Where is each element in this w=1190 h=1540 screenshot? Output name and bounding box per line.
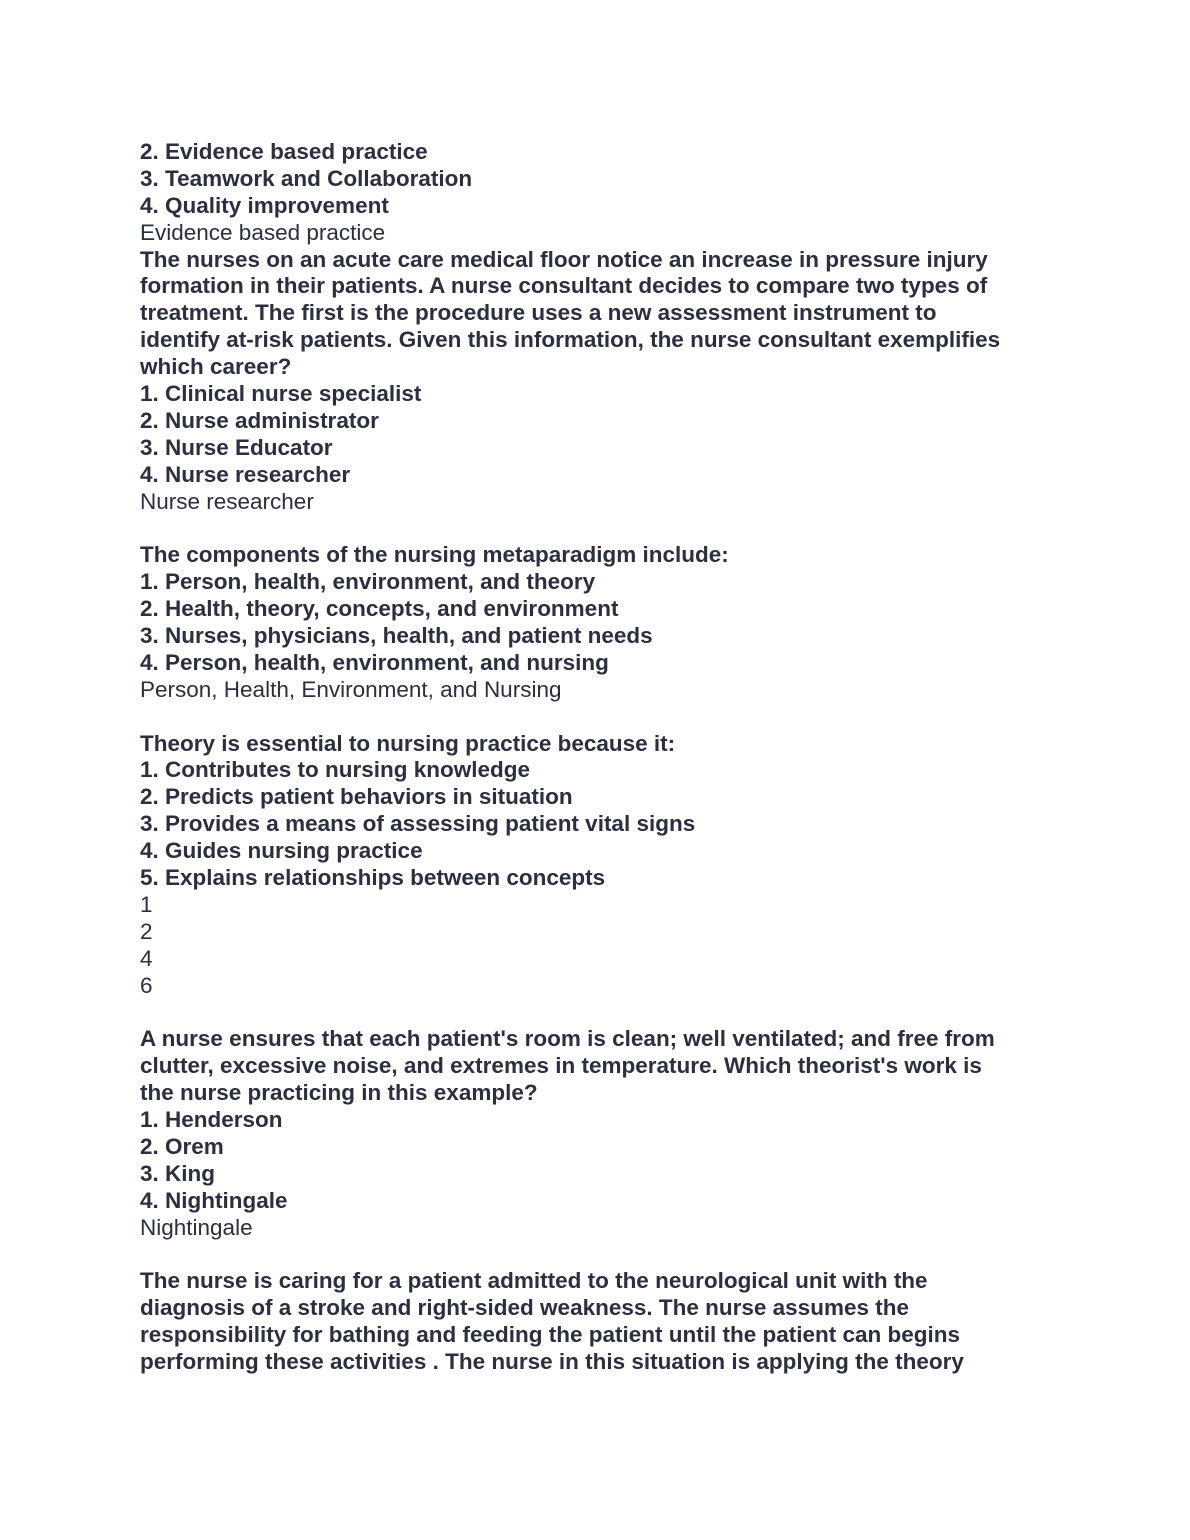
question-text-line: The components of the nursing metaparadigm include: (140, 542, 729, 568)
question-text-line: The nurse is caring for a patient admitted to the neurological unit with the (140, 1268, 928, 1294)
answer-text-line: Person, Health, Environment, and Nursing (140, 676, 562, 702)
question-text-line: 2. Predicts patient behaviors in situation (140, 784, 573, 810)
question-text-line: performing these activities . The nurse in this situation is applying the theory (140, 1349, 964, 1375)
question-text-line: 4. Guides nursing practice (140, 838, 423, 864)
question-text-line: 1. Henderson (140, 1107, 283, 1133)
question-text-line: which career? (140, 354, 292, 380)
question-block (140, 247, 1060, 516)
question-text-line: 4. Person, health, environment, and nursing (140, 649, 609, 675)
question-text-line: 2. Health, theory, concepts, and environment (140, 596, 619, 622)
question-text-line: 3. Nurse Educator (140, 434, 333, 460)
question-text-line: identify at-risk patients. Given this information, the nurse consultant exemplifies (140, 327, 1001, 353)
question-text-line: 3. Teamwork and Collaboration (140, 165, 473, 191)
question-text-line: 3. Nurses, physicians, health, and patient needs (140, 623, 653, 649)
question-text-line: 1. Person, health, environment, and theory (140, 569, 596, 595)
question-text-line: 3. King (140, 1160, 216, 1186)
question-text-line: 2. Evidence based practice (140, 139, 428, 164)
question-text-line: Theory is essential to nursing practice because it: (140, 730, 676, 756)
question-text-line: A nurse ensures that each patient's room is clean; well ventilated; and free from (140, 1026, 995, 1052)
question-block (140, 139, 1060, 247)
question-block (140, 1268, 1060, 1376)
question-text-line: formation in their patients. A nurse consultant decides to compare two types of (140, 273, 988, 299)
answer-text-line: Nurse researcher (140, 488, 314, 514)
question-text-line: diagnosis of a stroke and right-sided weakness. The nurse assumes the (140, 1295, 909, 1321)
question-text-line: 1. Contributes to nursing knowledge (140, 757, 531, 783)
question-text-line: the nurse practicing in this example? (140, 1080, 538, 1106)
question-text-line: treatment. The first is the procedure uses a new assessment instrument to (140, 300, 937, 326)
question-text-line: 4. Quality improvement (140, 192, 389, 218)
question-text-line: 1. Clinical nurse specialist (140, 381, 422, 407)
question-text-line: 2. Nurse administrator (140, 407, 379, 433)
answer-text-line: 1 (140, 891, 153, 917)
answer-text-line: 4 (140, 945, 153, 971)
answer-text-line: Evidence based practice (140, 219, 386, 245)
question-text-line: 4. Nightingale (140, 1187, 288, 1213)
document-page (140, 139, 1060, 1403)
question-text-line: clutter, excessive noise, and extremes in temperature. Which theorist's work is (140, 1053, 982, 1079)
question-block (140, 542, 1060, 703)
question-text-line: 4. Nurse researcher (140, 461, 351, 487)
question-text-line: responsibility for bathing and feeding the patient until the patient can begins (140, 1322, 961, 1348)
question-text-line: 2. Orem (140, 1133, 224, 1159)
question-block (140, 731, 1060, 1000)
question-text-line: The nurses on an acute care medical floor notice an increase in pressure injury (140, 246, 988, 272)
answer-text-line: 2 (140, 918, 153, 944)
question-text-line: 3. Provides a means of assessing patient vital signs (140, 811, 696, 837)
answer-text-line: 6 (140, 972, 153, 998)
question-block (140, 1026, 1060, 1241)
question-text-line: 5. Explains relationships between concepts (140, 865, 606, 891)
answer-text-line: Nightingale (140, 1214, 253, 1240)
